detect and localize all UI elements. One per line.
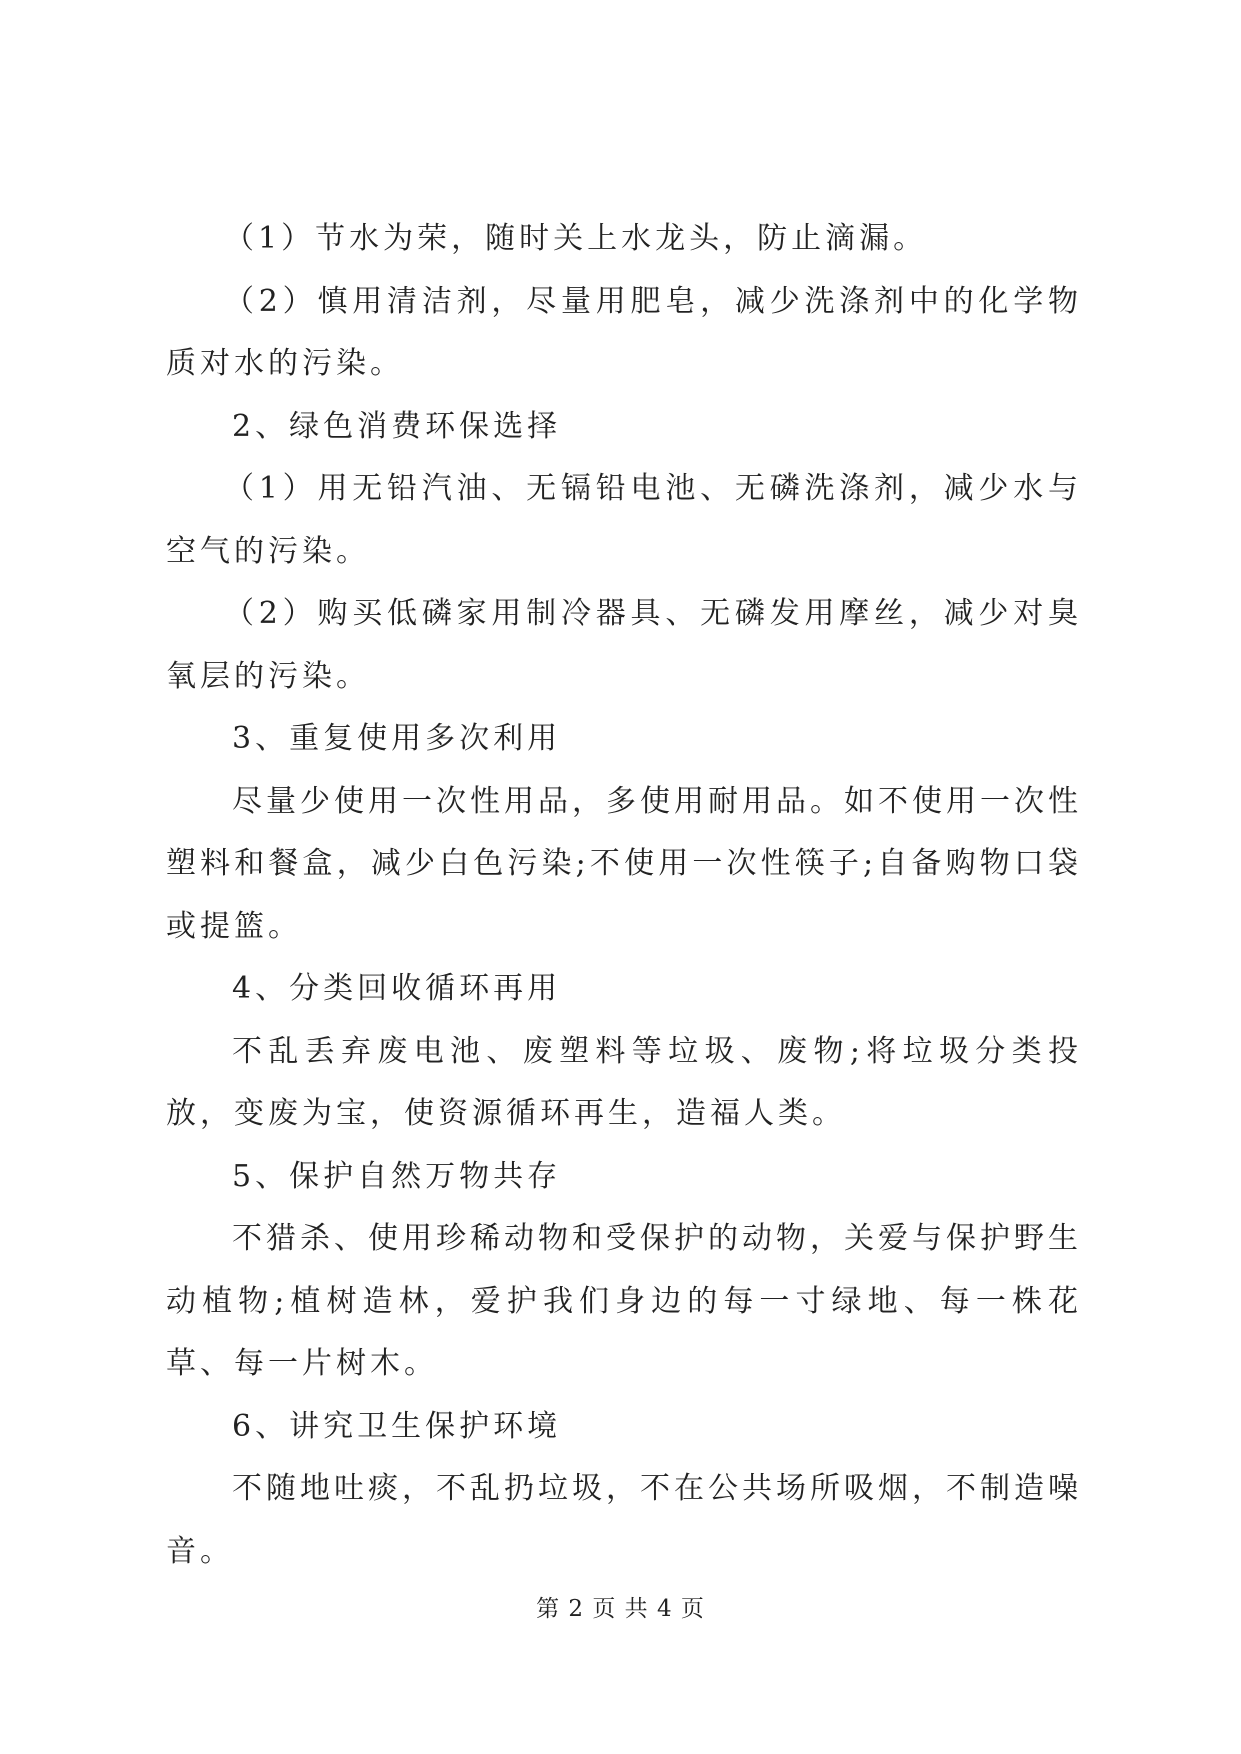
heading-green-consumption: 2、绿色消费环保选择 [232, 408, 562, 444]
paragraph-ozone: （2）购买低磷家用制冷器具、无磷发用摩丝，减少对臭氧层的污染。 [166, 596, 1082, 694]
paragraph-lead-free: （1）用无铅汽油、无镉铅电池、无磷洗涤剂，减少水与空气的污染。 [166, 471, 1082, 569]
heading-recycling: 4、分类回收循环再用 [232, 971, 562, 1006]
paragraph-water-saving: （1）节水为荣，随时关上水龙头，防止滴漏。 [224, 221, 928, 256]
paragraph-detergent: （2）慎用清洁剂，尽量用肥皂，减少洗涤剂中的化学物质对水的污染。 [166, 283, 1082, 381]
heading-hygiene: 6、讲究卫生保护环境 [232, 1408, 562, 1444]
heading-nature: 5、保护自然万物共存 [232, 1158, 562, 1194]
heading-reuse: 3、重复使用多次利用 [232, 721, 562, 756]
page-number-footer: 第 2 页 共 4 页 [536, 1596, 705, 1622]
paragraph-hygiene: 不随地吐痰，不乱扔垃圾，不在公共场所吸烟，不制造噪音。 [166, 1471, 1082, 1569]
document-body [166, 208, 1082, 1583]
paragraph-reuse: 尽量少使用一次性用品，多使用耐用品。如不使用一次性塑料和餐盒，减少白色污染;不使用一次性筷子;自备购物口袋或提篮。 [166, 783, 1082, 944]
paragraph-nature: 不猎杀、使用珍稀动物和受保护的动物，关爱与保护野生动植物;植树造林，爱护我们身边的每一寸绿地、每一株花草、每一片树木。 [166, 1221, 1082, 1381]
paragraph-recycling: 不乱丢弃废电池、废塑料等垃圾、废物;将垃圾分类投放，变废为宝，使资源循环再生，造福人类。 [166, 1033, 1082, 1131]
